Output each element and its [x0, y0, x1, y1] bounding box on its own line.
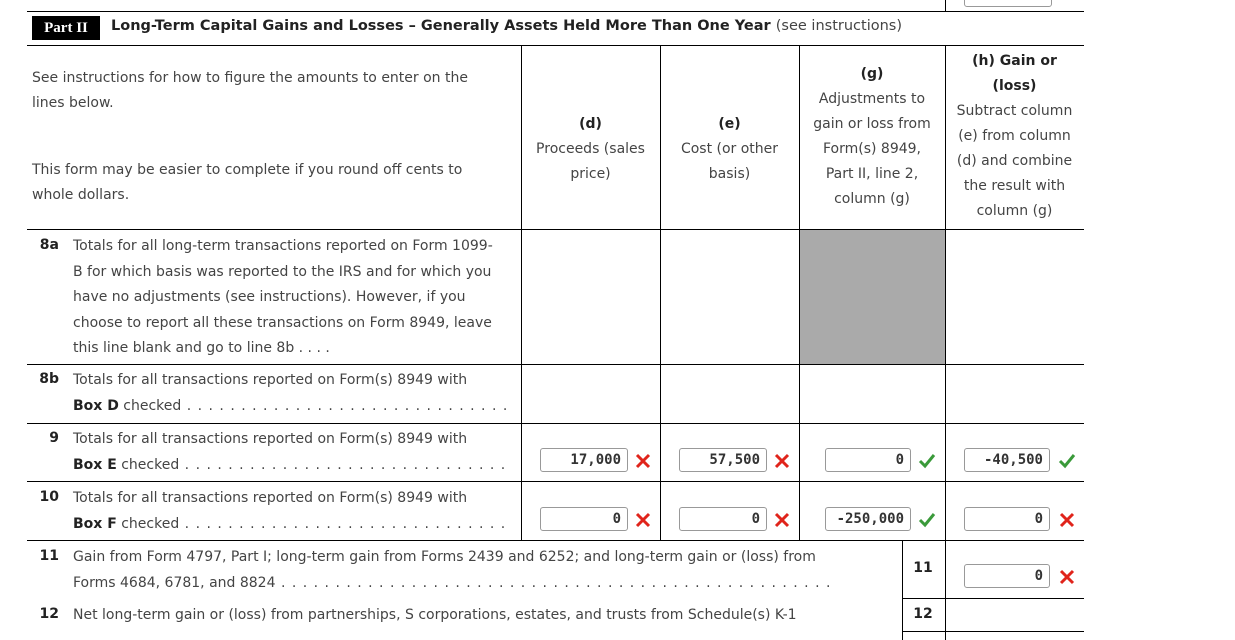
instructions-block-2	[32, 158, 512, 208]
column-g-header: (g) Adjustments to gain or loss from Form(s) 8949, Part II, line 2, column (g)	[813, 66, 931, 207]
incorrect-x-icon	[1058, 511, 1076, 529]
line-number: 8a	[39, 237, 59, 253]
line-9-gain-loss-input[interactable]: -40,500	[964, 448, 1050, 472]
part-title: Long-Term Capital Gains and Losses – Generally Assets Held More Than One Year (see instructions)	[111, 18, 902, 34]
line-10-text: Totals for all transactions reported on Form(s) 8949 with Box F checked . . . . . . . . . . . . . . . . . . . . . . . . . . . . . .	[73, 490, 507, 532]
line-number: 8b	[39, 371, 59, 387]
line-9-text: Totals for all transactions reported on Form(s) 8949 with Box E checked . . . . . . . . . . . . . . . . . . . . . . . . . . . . . .	[73, 431, 507, 473]
line-10-cost-input[interactable]: 0	[679, 507, 767, 531]
row-rule-12	[902, 631, 1084, 632]
col-divider-h	[945, 45, 946, 540]
instruction-text: lines below.	[32, 95, 114, 111]
col-divider-e	[660, 45, 661, 540]
line-9-adjustments-input[interactable]: 0	[825, 448, 911, 472]
box-divider-right	[945, 540, 946, 640]
line-number: 10	[39, 489, 59, 505]
row-rule-8b	[27, 423, 1084, 424]
instruction-text: This form may be easier to complete if you round off cents to	[32, 162, 463, 178]
column-h-header: (h) Gain or (loss) Subtract column (e) from column (d) and combine the result with column (g)	[956, 53, 1073, 219]
top-divider-1	[945, 0, 946, 11]
instructions-block-1	[32, 66, 512, 116]
line-box-number: 12	[913, 606, 933, 622]
instruction-text: See instructions for how to figure the amounts to enter on the	[32, 70, 468, 86]
row-rule-10	[27, 540, 1084, 541]
line-number: 9	[49, 430, 59, 446]
row-rule-9	[27, 481, 1084, 482]
line-10-proceeds-input[interactable]: 0	[540, 507, 628, 531]
box-divider-left	[902, 540, 903, 640]
incorrect-x-icon	[1058, 568, 1076, 586]
line-11-text: Gain from Form 4797, Part I; long-term gain from Forms 2439 and 6252; and long-term gain or (loss) from Forms 4684, 6781, and 8824 . . . . . . . . . . . . . . . . . . . . . . . . . . . . . . . . . . . . . . . . . . . . . . . . . . .	[73, 549, 832, 591]
correct-check-icon	[1058, 452, 1076, 470]
incorrect-x-icon	[773, 511, 791, 529]
line-10-gain-loss-input[interactable]: 0	[964, 507, 1050, 531]
line-12-text: Net long-term gain or (loss) from partnerships, S corporations, estates, and trusts from Schedule(s) K-1	[73, 607, 797, 623]
correct-check-icon	[918, 452, 936, 470]
line-number: 12	[39, 606, 59, 622]
row-rule-11	[902, 598, 1084, 599]
part-tag: Part II	[32, 16, 100, 40]
col-divider-d	[521, 45, 522, 540]
row-rule-8a	[27, 364, 1084, 365]
line-box-number: 11	[913, 560, 933, 576]
top-partial-input	[964, 0, 1052, 7]
header-rule	[27, 45, 1084, 46]
line-number: 11	[39, 548, 59, 564]
line-8b-text: Totals for all transactions reported on Form(s) 8949 with Box D checked . . . . . . . . . . . . . . . . . . . . . . . . . . . . . .	[73, 372, 509, 414]
correct-check-icon	[918, 511, 936, 529]
line-9-cost-input[interactable]: 57,500	[679, 448, 767, 472]
column-e-header: (e) Cost (or other basis)	[680, 116, 779, 182]
line-9-proceeds-input[interactable]: 17,000	[540, 448, 628, 472]
incorrect-x-icon	[773, 452, 791, 470]
instruction-text: whole dollars.	[32, 187, 130, 203]
line-10-adjustments-input[interactable]: -250,000	[825, 507, 911, 531]
line-11-gain-loss-input[interactable]: 0	[964, 564, 1050, 588]
incorrect-x-icon	[634, 452, 652, 470]
column-d-header: (d) Proceeds (sales price)	[536, 116, 645, 182]
incorrect-x-icon	[634, 511, 652, 529]
top-rule	[27, 11, 1084, 12]
disabled-cell-8a-g	[800, 230, 945, 364]
line-8a-text: Totals for all long-term transactions reported on Form 1099- B for which basis was reported to the IRS and for which you have no adjustments (see instructions). However, if you choose to report all these transactions on Form 8949, leave this line blank and go to line 8b . . . .	[73, 238, 493, 356]
